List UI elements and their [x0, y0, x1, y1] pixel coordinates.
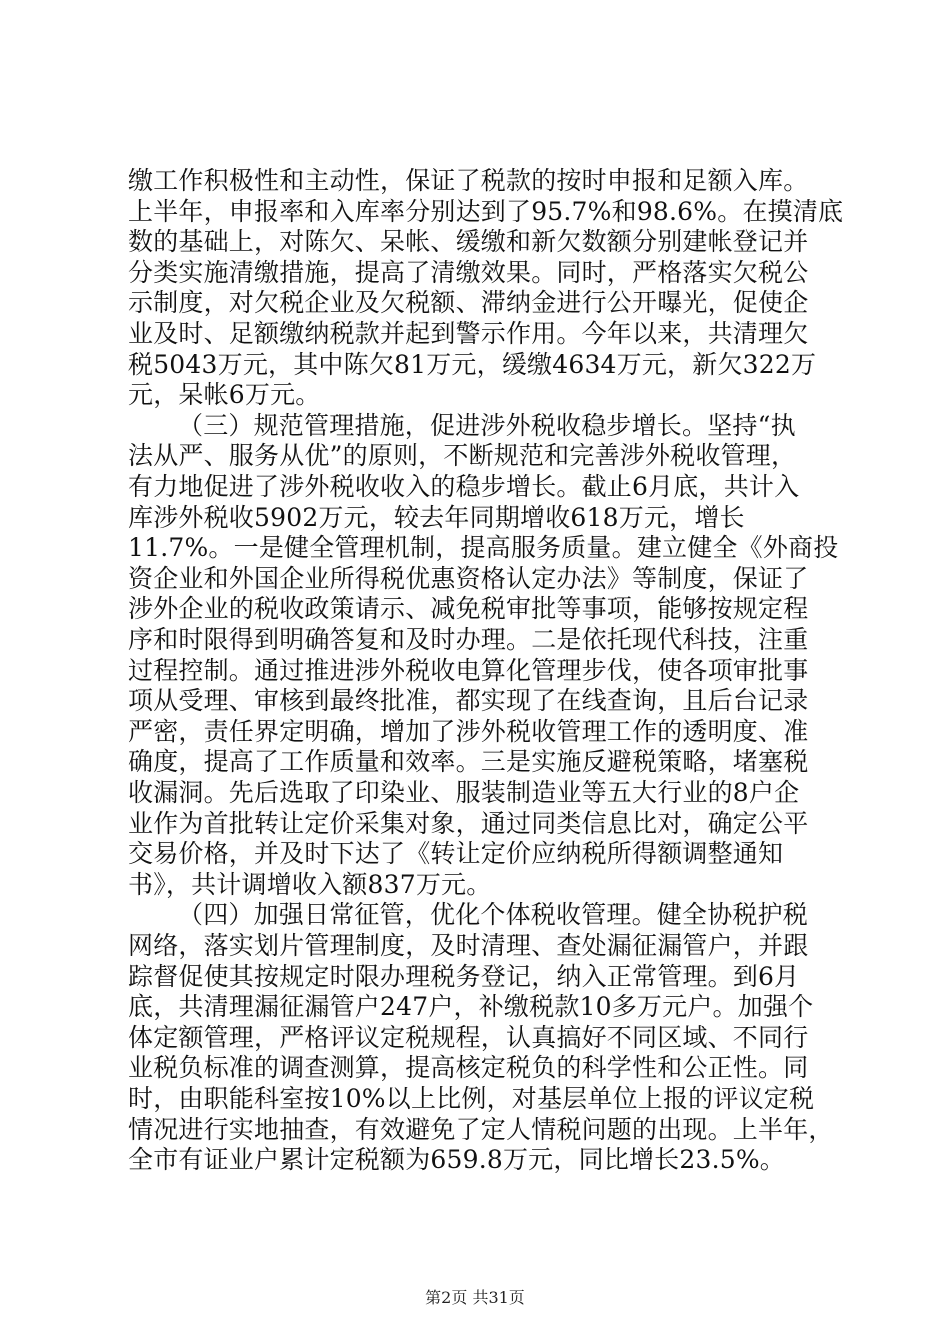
- body-line: 税5043万元，其中陈欠81万元，缓缴4634万元，新欠322万: [128, 349, 817, 379]
- body-line: 序和时限得到明确答复和及时办理。二是依托现代科技，注重: [128, 625, 809, 654]
- body-line: 资企业和外国企业所得税优惠资格认定办法》等制度，保证了: [128, 563, 809, 593]
- body-line: 网络，落实划片管理制度，及时清理、查处漏征漏管户，并跟: [128, 931, 809, 960]
- body-line: 书》，共计调增收入额837万元。: [128, 869, 492, 899]
- body-line: 底，共清理漏征漏管户247户，补缴税款10多万元户。加强个: [128, 992, 814, 1022]
- body-line: 11.7%。一是健全管理机制，提高服务质量。建立健全《外商投: [128, 533, 839, 563]
- body-line: 上半年，申报率和入库率分别达到了95.7%和98.6%。在摸清底: [128, 196, 844, 226]
- body-line: 确度，提高了工作质量和效率。三是实施反避税策略，堵塞税: [128, 747, 809, 777]
- body-line: 项从受理、审核到最终批准，都实现了在线查询，且后台记录: [128, 686, 809, 716]
- body-line: 全市有证业户累计定税额为659.8万元，同比增长23.5%。: [128, 1145, 785, 1175]
- body-line: 过程控制。通过推进涉外税收电算化管理步伐，使各项审批事: [128, 655, 809, 685]
- section-heading-line: （四）加强日常征管，优化个体税收管理。健全协税护税: [178, 900, 809, 930]
- body-line: 时，由职能科室按10%以上比例，对基层单位上报的评议定税: [128, 1084, 815, 1113]
- body-line: 业及时、足额缴纳税款并起到警示作用。今年以来，共清理欠: [128, 319, 809, 348]
- body-line: 业作为首批转让定价采集对象，通过同类信息比对，确定公平: [128, 808, 809, 838]
- section-heading-line: （三）规范管理措施，促进涉外税收稳步增长。坚持“执: [178, 410, 796, 440]
- body-line: 收漏洞。先后选取了印染业、服装制造业等五大行业的8户企: [128, 778, 800, 807]
- body-line: 示制度，对欠税企业及欠税额、滞纳金进行公开曝光，促使企: [128, 288, 809, 318]
- body-line: 踪督促使其按规定时限办理税务登记，纳入正常管理。到6月: [128, 961, 800, 991]
- body-line: 缴工作积极性和主动性，保证了税款的按时申报和足额入库。: [128, 166, 809, 195]
- body-line: 涉外企业的税收政策请示、减免税审批等事项，能够按规定程: [128, 594, 809, 624]
- body-line: 交易价格，并及时下达了《转让定价应纳税所得额调整通知: [128, 839, 784, 869]
- body-line: 严密，责任界定明确，增加了涉外税收管理工作的透明度、准: [128, 716, 809, 746]
- body-line: 体定额管理，严格评议定税规程，认真搞好不同区域、不同行: [128, 1022, 809, 1052]
- body-line: 数的基础上，对陈欠、呆帐、缓缴和新欠数额分别建帐登记并: [128, 227, 809, 257]
- body-line: 法从严、服务从优”的原则，不断规范和完善涉外税收管理，: [128, 441, 797, 471]
- body-line: 元，呆帐6万元。: [128, 380, 321, 410]
- body-line: 库涉外税收5902万元，较去年同期增收618万元，增长: [128, 502, 745, 532]
- body-line: 业税负标准的调查测算，提高核定税负的科学性和公正性。同: [128, 1053, 809, 1083]
- body-line: 有力地促进了涉外税收收入的稳步增长。截止6月底，共计入: [128, 472, 800, 501]
- page-number-footer: 第2页 共31页: [425, 1288, 525, 1307]
- body-line: 情况进行实地抽查，有效避免了定人情税问题的出现。上半年，: [128, 1114, 834, 1144]
- body-line: 分类实施清缴措施，提高了清缴效果。同时，严格落实欠税公: [128, 257, 809, 287]
